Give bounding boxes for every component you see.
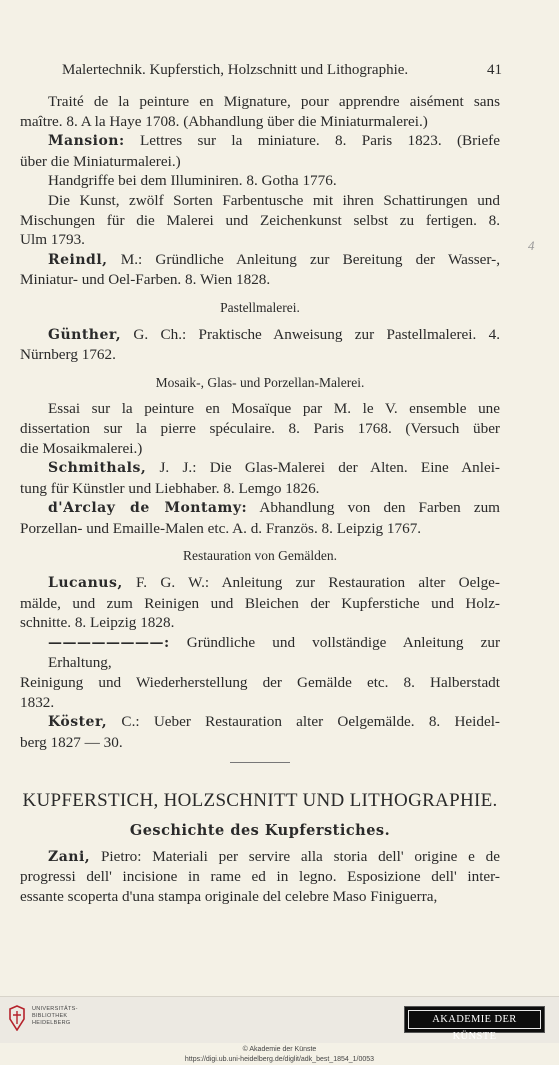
entry-line: [20, 250, 500, 271]
entry-line: Ulm 1793.: [20, 231, 85, 249]
bibliography-entry: [20, 325, 500, 365]
entry-line: Essai sur la peinture en Mosaïque par M. le V. ensemble une: [48, 400, 500, 418]
entry-line: dissertation sur la pierre spéculaire. 8. Paris 1768. (Versuch über: [20, 419, 500, 437]
library-line-3: HEIDELBERG: [32, 1020, 71, 1026]
entry-line: [20, 498, 500, 519]
entry-line: [20, 131, 500, 152]
entry-line: Traité de la peinture en Mignature, pour apprendre aisément sans: [48, 93, 500, 110]
akademie-logo[interactable]: [404, 1006, 545, 1042]
entry-line: maître. 8. A la Haye 1708. (Abhandlung über die Miniaturmalerei.): [20, 112, 428, 130]
entry-line: [20, 573, 500, 594]
entries-pastell: [20, 325, 500, 365]
bibliography-entry: [20, 250, 500, 290]
entry-line: Mischungen für die Malerei und Zeichenkunst selbst zu fertigen. 8.: [20, 211, 500, 229]
footer-bar: [0, 996, 559, 1043]
running-title: Malertechnik. Kupferstich, Holzschnitt und Lithographie.: [62, 62, 409, 78]
entry-text: M.: Gründliche Anleitung zur Bereitung der Wasser-,: [107, 250, 500, 268]
copyright-notice: © Akademie der Künste: [242, 1046, 317, 1053]
entry-author: Zani,: [48, 848, 91, 865]
entry-line: [20, 712, 500, 733]
entry-text: Abhandlung von den Farben zum: [247, 499, 500, 517]
separator-rule: [230, 762, 290, 763]
entries-top: [20, 92, 500, 290]
page-number: 41: [487, 62, 502, 78]
bibliography-entry: [20, 399, 500, 458]
subsection-title: Geschichte des Kupferstiches.: [129, 822, 391, 839]
entry-line: Nürnberg 1762.: [20, 346, 116, 364]
bibliography-entry: [20, 712, 500, 752]
entry-line: [20, 325, 500, 346]
entry-line: Handgriffe bei dem Illuminiren. 8. Gotha 1776.: [48, 172, 337, 190]
entry-text: J. J.: Die Glas-Malerei der Alten. Eine Anlei-: [146, 459, 500, 477]
entry-author: Köster,: [48, 714, 108, 731]
margin-annotation: 4: [528, 238, 535, 253]
entry-line: die Mosaikmalerei.): [20, 439, 143, 457]
entry-line: schnitte. 8. Leipzig 1828.: [20, 614, 175, 632]
entry-line: essante scoperta d'una stampa originale del celebre Maso Finiguerra,: [20, 887, 438, 905]
ub-heidelberg-logo[interactable]: [8, 1003, 128, 1035]
entry-line: über die Miniaturmalerei.): [20, 152, 181, 170]
page-body: [20, 92, 500, 906]
entries-mosaik: [20, 399, 500, 538]
bibliography-entry: [20, 171, 500, 191]
bibliography-entry: [20, 92, 500, 131]
entry-line: mälde, und zum Reinigen und Bleichen der Kupferstiche und Holz-: [20, 594, 500, 612]
bibliography-entry: [20, 498, 500, 538]
entry-line: progressi dell' incisione in rame ed in legno. Esposizione dell' inter-: [20, 868, 500, 886]
library-name: [32, 1006, 78, 1027]
entry-line: 1832.: [20, 693, 55, 711]
entry-author: ————————:: [48, 634, 170, 651]
library-emblem-icon: [8, 1005, 26, 1031]
bibliography-entry: [20, 847, 500, 907]
subheading-restauration: Restauration von Gemälden.: [182, 548, 338, 564]
entry-text: F. G. W.: Anleitung zur Restauration alter Oelge-: [122, 574, 500, 592]
entry-line: [20, 633, 500, 673]
entry-text: Pietro: Materiali per servire alla storia dell' origine e de: [90, 847, 500, 865]
entry-line: [20, 458, 500, 479]
subheading-mosaik: Mosaik-, Glas- und Porzellan-Malerei.: [155, 374, 365, 390]
entry-line: berg 1827 — 30.: [20, 733, 123, 751]
entry-line: [20, 847, 500, 868]
entry-author: Mansion:: [48, 133, 125, 150]
entry-author: d'Arclay de Montamy:: [48, 500, 248, 517]
entry-line: Die Kunst, zwölf Sorten Farbentusche mit ihren Schattirungen und: [48, 191, 500, 209]
akademie-label: AKADEMIE DER KÜNSTE: [408, 1010, 541, 1029]
bibliography-entry: [20, 191, 500, 250]
entry-line: Porzellan- und Emaille-Malen etc. A. d. Französ. 8. Leipzig 1767.: [20, 519, 422, 537]
entry-text: C.: Ueber Restauration alter Oelgemälde. 8. Heidel-: [107, 713, 500, 731]
entries-restauration: [20, 573, 500, 752]
entry-text: G. Ch.: Praktische Anweisung zur Pastellmalerei. 4.: [121, 325, 500, 343]
entry-author: Reindl,: [48, 251, 108, 268]
source-url[interactable]: https://digi.ub.uni-heidelberg.de/diglit/adk_best_1854_1/0053: [184, 1056, 375, 1063]
bibliography-entry: [20, 458, 500, 498]
bibliography-entry: [20, 573, 500, 633]
entry-line: Reinigung und Wiederherstellung der Gemälde etc. 8. Halberstadt: [20, 674, 500, 692]
entry-author: Schmithals,: [48, 460, 147, 477]
bibliography-entry: [20, 633, 500, 712]
entries-kupfer: [20, 847, 500, 907]
library-line-1: UNIVERSITÄTS-: [32, 1006, 78, 1012]
bibliography-entry: [20, 131, 500, 171]
subheading-pastell: Pastellmalerei.: [220, 299, 300, 315]
section-title: KUPFERSTICH, HOLZSCHNITT UND LITHOGRAPHIE.: [22, 790, 498, 812]
entry-line: Miniatur- und Oel-Farben. 8. Wien 1828.: [20, 271, 271, 289]
entry-text: Gründliche und vollständige Anleitung zur Erhaltung,: [48, 633, 500, 672]
entry-author: Günther,: [48, 326, 122, 343]
library-line-2: BIBLIOTHEK: [32, 1013, 68, 1019]
entry-author: Lucanus,: [48, 575, 123, 592]
entry-text: Lettres sur la miniature. 8. Paris 1823. (Briefe: [124, 132, 500, 150]
entry-line: tung für Künstler und Liebhaber. 8. Lemgo 1826.: [20, 479, 320, 497]
